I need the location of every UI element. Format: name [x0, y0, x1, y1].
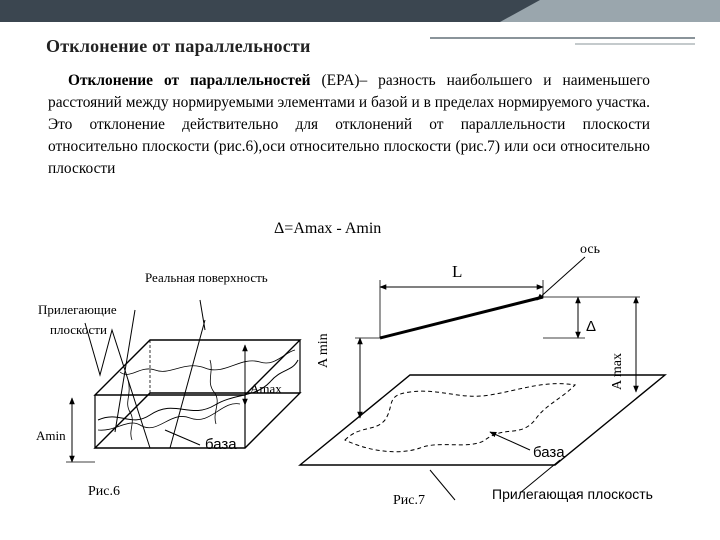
- fig7-adjacent-plane-label: Прилегающая плоскость: [492, 486, 653, 502]
- fig6-base-label: база: [205, 436, 237, 453]
- fig7-caption: Рис.7: [393, 493, 425, 508]
- fig6-real-surface-label: Реальная поверхность: [145, 270, 268, 285]
- fig7-delta-label: Δ: [586, 318, 597, 335]
- fig6-amax-label: Amax: [250, 381, 282, 396]
- definition-text: (EPA)– разность наибольшего и наименьшего расстояний между нормируемыми элементами и базой и в пределах нормируемого участка. Это отклонение действительно для отклонений от параллельности плоскости относительно плоскости (рис.6),оси относительно плоскости (рис.7) или оси относительно плоскости: [48, 72, 650, 177]
- fig6-caption: Рис.6: [88, 484, 120, 499]
- fig7-amax-label: A max: [610, 353, 625, 390]
- fig6-amin-label: Amin: [36, 428, 66, 443]
- fig6-adjacent-planes-label-line2: плоскости: [50, 322, 107, 337]
- slide-title: Отклонение от параллельности: [46, 36, 311, 56]
- fig7-amin-label: A min: [316, 333, 331, 368]
- fig7-length-label: L: [452, 262, 463, 281]
- definition-term: Отклонение от параллельностей: [68, 72, 311, 89]
- fig7-base-label: база: [533, 444, 565, 461]
- fig6-adjacent-planes-label-line1: Прилегающие: [38, 302, 117, 317]
- fig7-real-surface: [345, 384, 575, 452]
- fig7-axis-label: ось: [580, 242, 600, 257]
- deviation-formula: Δ=Amax - Amin: [274, 220, 382, 237]
- fig7-axis-line: [380, 297, 543, 338]
